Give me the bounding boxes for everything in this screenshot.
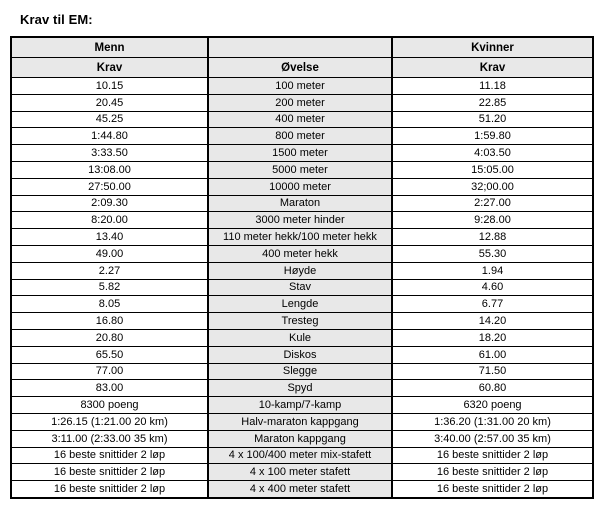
menn-krav-cell: 3:33.50 [11,145,208,162]
header-krav-menn: Krav [11,58,208,78]
menn-krav-cell: 1:44.80 [11,128,208,145]
table-row [11,262,593,279]
ovelse-cell: Høyde [208,262,392,279]
menn-krav-cell: 13.40 [11,229,208,246]
ovelse-cell: Stav [208,279,392,296]
table-row [11,178,593,195]
menn-krav-cell: 16 beste snittider 2 løp [11,447,208,464]
ovelse-cell: Tresteg [208,313,392,330]
menn-krav-cell: 77.00 [11,363,208,380]
menn-krav-cell: 10.15 [11,78,208,95]
kvinner-krav-cell: 18.20 [392,329,593,346]
kvinner-krav-cell: 60.80 [392,380,593,397]
table-row [11,296,593,313]
kvinner-krav-cell: 51.20 [392,111,593,128]
kvinner-krav-cell: 3:40.00 (2:57.00 35 km) [392,430,593,447]
table-header-row [11,58,593,78]
ovelse-cell: Halv-maraton kappgang [208,413,392,430]
table-row [11,464,593,481]
menn-krav-cell: 8300 poeng [11,397,208,414]
menn-krav-cell: 27:50.00 [11,178,208,195]
table-row [11,329,593,346]
menn-krav-cell: 8:20.00 [11,212,208,229]
kvinner-krav-cell: 32;00.00 [392,178,593,195]
table-row [11,447,593,464]
ovelse-cell: Kule [208,329,392,346]
table-row [11,380,593,397]
kvinner-krav-cell: 4.60 [392,279,593,296]
table-row [11,111,593,128]
ovelse-cell: 4 x 100/400 meter mix-stafett [208,447,392,464]
ovelse-cell: 10000 meter [208,178,392,195]
ovelse-cell: 200 meter [208,94,392,111]
table-row [11,212,593,229]
table-row [11,397,593,414]
kvinner-krav-cell: 16 beste snittider 2 løp [392,464,593,481]
kvinner-krav-cell: 1:36.20 (1:31.00 20 km) [392,413,593,430]
table-row [11,313,593,330]
em-krav-table [10,36,594,499]
kvinner-krav-cell: 14.20 [392,313,593,330]
kvinner-krav-cell: 16 beste snittider 2 løp [392,481,593,498]
menn-krav-cell: 83.00 [11,380,208,397]
table-row [11,346,593,363]
menn-krav-cell: 5.82 [11,279,208,296]
table-row [11,430,593,447]
menn-krav-cell: 49.00 [11,245,208,262]
ovelse-cell: 400 meter [208,111,392,128]
menn-krav-cell: 2.27 [11,262,208,279]
menn-krav-cell: 2:09.30 [11,195,208,212]
ovelse-cell: 1500 meter [208,145,392,162]
kvinner-krav-cell: 6.77 [392,296,593,313]
ovelse-cell: Slegge [208,363,392,380]
kvinner-krav-cell: 11.18 [392,78,593,95]
ovelse-cell: 110 meter hekk/100 meter hekk [208,229,392,246]
menn-krav-cell: 8.05 [11,296,208,313]
kvinner-krav-cell: 1.94 [392,262,593,279]
ovelse-cell: 3000 meter hinder [208,212,392,229]
table-row [11,279,593,296]
menn-krav-cell: 20.80 [11,329,208,346]
kvinner-krav-cell: 71.50 [392,363,593,380]
menn-krav-cell: 65.50 [11,346,208,363]
kvinner-krav-cell: 16 beste snittider 2 løp [392,447,593,464]
menn-krav-cell: 16 beste snittider 2 løp [11,481,208,498]
header-kvinner: Kvinner [392,37,593,58]
table-row [11,195,593,212]
table-row [11,78,593,95]
table-row [11,481,593,498]
kvinner-krav-cell: 15:05.00 [392,161,593,178]
ovelse-cell: 4 x 100 meter stafett [208,464,392,481]
ovelse-cell: 10-kamp/7-kamp [208,397,392,414]
header-ovelse: Øvelse [208,58,392,78]
ovelse-cell: Lengde [208,296,392,313]
ovelse-cell: 100 meter [208,78,392,95]
table-header-group-row [11,37,593,58]
kvinner-krav-cell: 4:03.50 [392,145,593,162]
menn-krav-cell: 13:08.00 [11,161,208,178]
ovelse-cell: Maraton [208,195,392,212]
kvinner-krav-cell: 2:27.00 [392,195,593,212]
table-row [11,413,593,430]
header-spacer [208,37,392,58]
table-row [11,128,593,145]
menn-krav-cell: 3:11.00 (2:33.00 35 km) [11,430,208,447]
menn-krav-cell: 16 beste snittider 2 løp [11,464,208,481]
ovelse-cell: Maraton kappgang [208,430,392,447]
ovelse-cell: 5000 meter [208,161,392,178]
kvinner-krav-cell: 55.30 [392,245,593,262]
table-body [11,78,593,498]
kvinner-krav-cell: 12.88 [392,229,593,246]
menn-krav-cell: 16.80 [11,313,208,330]
kvinner-krav-cell: 1:59.80 [392,128,593,145]
ovelse-cell: 400 meter hekk [208,245,392,262]
table-row [11,229,593,246]
table-row [11,161,593,178]
table-row [11,94,593,111]
menn-krav-cell: 1:26.15 (1:21.00 20 km) [11,413,208,430]
table-header [11,37,593,78]
kvinner-krav-cell: 22.85 [392,94,593,111]
kvinner-krav-cell: 61.00 [392,346,593,363]
menn-krav-cell: 20.45 [11,94,208,111]
table-row [11,145,593,162]
header-menn: Menn [11,37,208,58]
header-krav-kvinner: Krav [392,58,593,78]
table-row [11,363,593,380]
table-row [11,245,593,262]
ovelse-cell: 4 x 400 meter stafett [208,481,392,498]
ovelse-cell: 800 meter [208,128,392,145]
ovelse-cell: Diskos [208,346,392,363]
kvinner-krav-cell: 9:28.00 [392,212,593,229]
menn-krav-cell: 45.25 [11,111,208,128]
page-title: Krav til EM: [20,12,93,27]
kvinner-krav-cell: 6320 poeng [392,397,593,414]
ovelse-cell: Spyd [208,380,392,397]
